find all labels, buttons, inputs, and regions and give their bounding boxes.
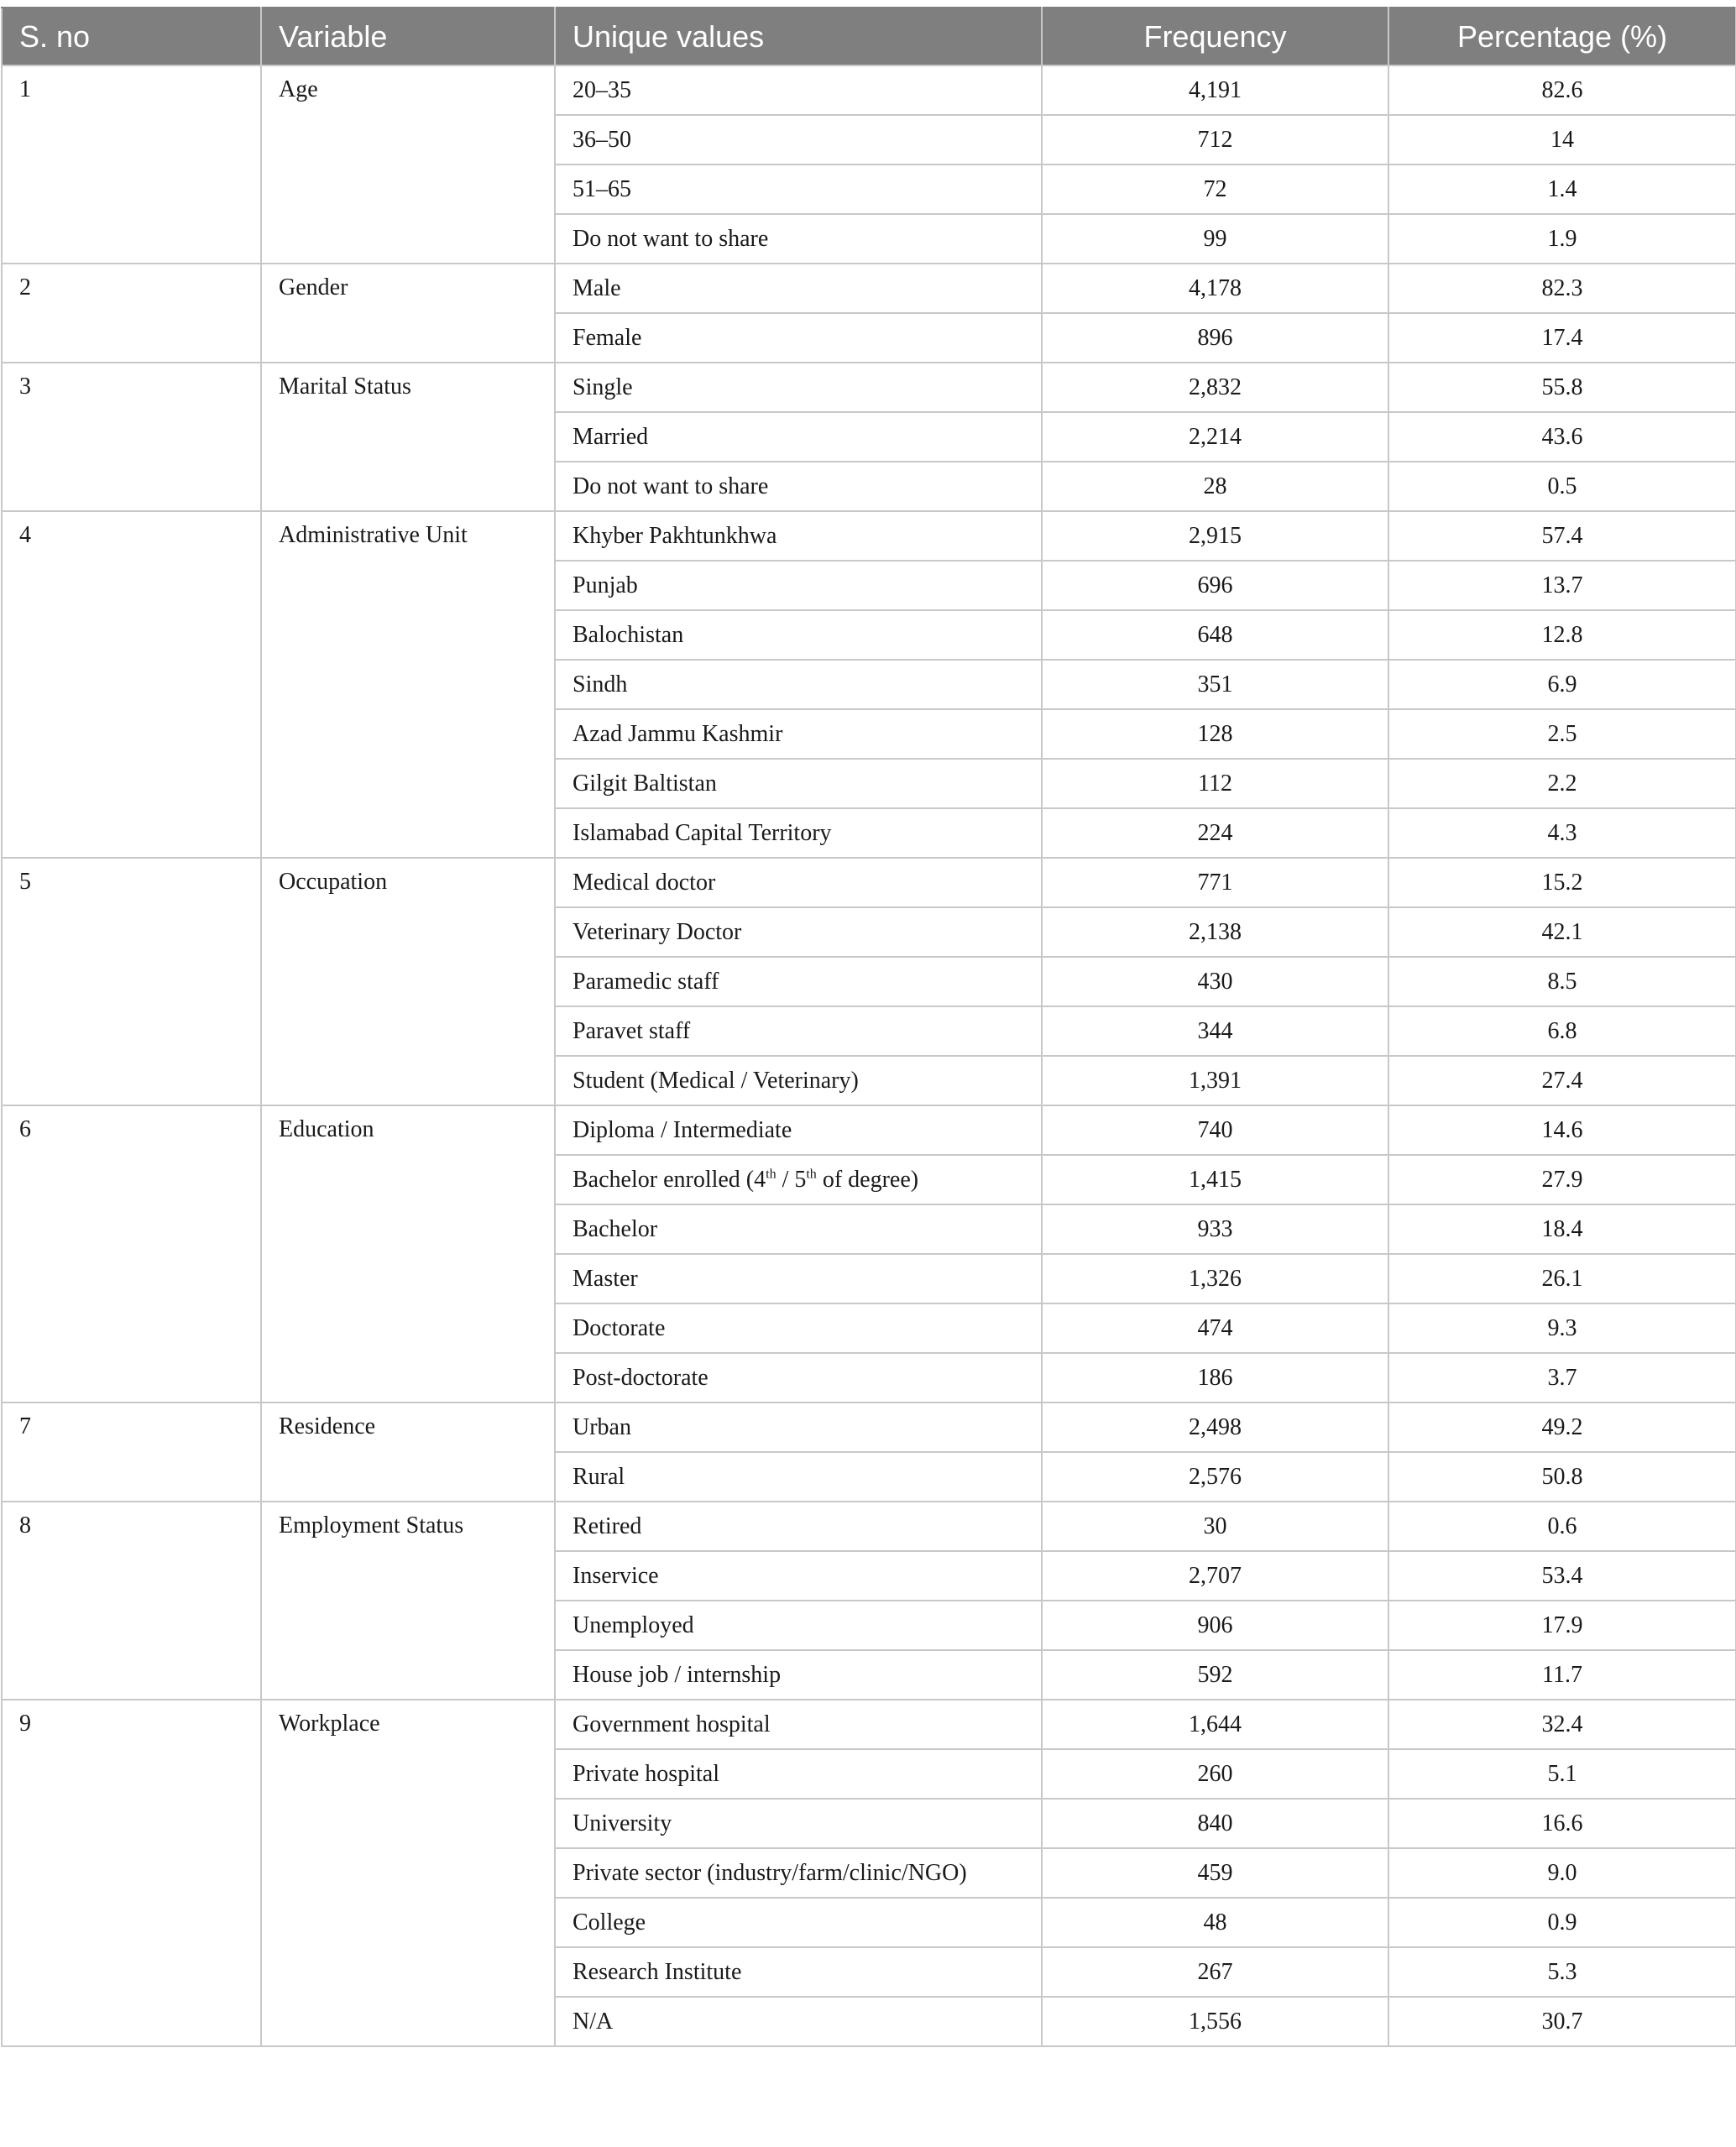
unique-value-cell: Post-doctorate [555,1353,1042,1403]
percentage-cell: 3.7 [1388,1353,1736,1403]
frequency-cell: 28 [1042,462,1388,511]
sno-cell: 3 [2,363,261,511]
table-row [2,511,1736,561]
sno-cell: 1 [2,65,261,264]
frequency-cell: 1,415 [1042,1155,1388,1204]
frequency-cell: 128 [1042,709,1388,759]
table-row [2,1403,1736,1452]
table-body [2,65,1736,2046]
percentage-cell: 82.6 [1388,65,1736,115]
percentage-cell: 27.4 [1388,1056,1736,1105]
sno-cell: 6 [2,1105,261,1403]
variable-cell: Marital Status [261,363,555,511]
percentage-cell: 13.7 [1388,561,1736,610]
percentage-cell: 32.4 [1388,1700,1736,1749]
percentage-cell: 26.1 [1388,1254,1736,1303]
variable-cell: Administrative Unit [261,511,555,858]
unique-value-cell: Rural [555,1452,1042,1502]
frequency-cell: 2,498 [1042,1403,1388,1452]
percentage-cell: 16.6 [1388,1799,1736,1848]
frequency-cell: 648 [1042,610,1388,660]
variable-cell: Gender [261,264,555,363]
unique-value-cell: Retired [555,1502,1042,1551]
percentage-cell: 50.8 [1388,1452,1736,1502]
unique-value-cell: 51–65 [555,165,1042,214]
frequency-cell: 1,326 [1042,1254,1388,1303]
percentage-cell: 82.3 [1388,264,1736,313]
percentage-cell: 6.8 [1388,1006,1736,1056]
sno-cell: 7 [2,1403,261,1502]
header-row [2,8,1736,65]
unique-value-cell: Government hospital [555,1700,1042,1749]
frequency-cell: 4,178 [1042,264,1388,313]
percentage-cell: 17.4 [1388,313,1736,363]
frequency-cell: 4,191 [1042,65,1388,115]
unique-value-cell: College [555,1898,1042,1947]
table-header [2,8,1736,65]
percentage-cell: 14 [1388,115,1736,165]
percentage-cell: 5.1 [1388,1749,1736,1799]
unique-value-cell: Master [555,1254,1042,1303]
percentage-cell: 1.9 [1388,214,1736,264]
unique-value-cell: Azad Jammu Kashmir [555,709,1042,759]
unique-value-cell: Sindh [555,660,1042,709]
header-sno: S. no [2,8,261,65]
unique-value-cell: Urban [555,1403,1042,1452]
table-row [2,858,1736,907]
unique-value-cell: Single [555,363,1042,412]
frequency-cell: 712 [1042,115,1388,165]
frequency-cell: 224 [1042,808,1388,858]
frequency-cell: 840 [1042,1799,1388,1848]
variable-cell: Occupation [261,858,555,1105]
sno-cell: 9 [2,1700,261,2046]
frequency-cell: 430 [1042,957,1388,1006]
percentage-cell: 27.9 [1388,1155,1736,1204]
unique-value-cell: Balochistan [555,610,1042,660]
unique-value-cell: Doctorate [555,1303,1042,1353]
frequency-cell: 906 [1042,1601,1388,1650]
table-row [2,1700,1736,1749]
sno-cell: 8 [2,1502,261,1700]
frequency-cell: 2,138 [1042,907,1388,957]
unique-value-cell: Student (Medical / Veterinary) [555,1056,1042,1105]
frequency-cell: 99 [1042,214,1388,264]
unique-value-cell: Do not want to share [555,214,1042,264]
variable-cell: Workplace [261,1700,555,2046]
percentage-cell: 9.3 [1388,1303,1736,1353]
frequency-cell: 267 [1042,1947,1388,1997]
frequency-cell: 48 [1042,1898,1388,1947]
unique-value-cell: Bachelor [555,1204,1042,1254]
percentage-cell: 0.9 [1388,1898,1736,1947]
percentage-cell: 1.4 [1388,165,1736,214]
ordinal-superscript: th [766,1167,776,1182]
unique-value-cell: Islamabad Capital Territory [555,808,1042,858]
value-text-part: of degree) [816,1166,919,1193]
percentage-cell: 0.6 [1388,1502,1736,1551]
percentage-cell: 53.4 [1388,1551,1736,1601]
unique-value-cell: Private sector (industry/farm/clinic/NGO) [555,1848,1042,1898]
unique-value-cell: 20–35 [555,65,1042,115]
percentage-cell: 0.5 [1388,462,1736,511]
frequency-cell: 186 [1042,1353,1388,1403]
percentage-cell: 6.9 [1388,660,1736,709]
table-row [2,1105,1736,1155]
unique-value-cell: University [555,1799,1042,1848]
frequency-cell: 2,832 [1042,363,1388,412]
unique-value-cell: Female [555,313,1042,363]
demographics-table [1,7,1736,2047]
unique-value-cell: N/A [555,1997,1042,2046]
variable-cell: Employment Status [261,1502,555,1700]
unique-value-cell: Research Institute [555,1947,1042,1997]
ordinal-superscript: th [806,1167,817,1182]
header-percentage: Percentage (%) [1388,8,1736,65]
unique-value-cell: Gilgit Baltistan [555,759,1042,808]
unique-value-cell: Paramedic staff [555,957,1042,1006]
sno-cell: 4 [2,511,261,858]
unique-value-cell: Veterinary Doctor [555,907,1042,957]
unique-value-cell [555,1155,1042,1204]
frequency-cell: 112 [1042,759,1388,808]
percentage-cell: 4.3 [1388,808,1736,858]
percentage-cell: 9.0 [1388,1848,1736,1898]
percentage-cell: 55.8 [1388,363,1736,412]
unique-value-cell: Paravet staff [555,1006,1042,1056]
percentage-cell: 18.4 [1388,1204,1736,1254]
frequency-cell: 2,707 [1042,1551,1388,1601]
percentage-cell: 42.1 [1388,907,1736,957]
frequency-cell: 592 [1042,1650,1388,1700]
percentage-cell: 14.6 [1388,1105,1736,1155]
header-frequency: Frequency [1042,8,1388,65]
unique-value-cell: Male [555,264,1042,313]
frequency-cell: 1,391 [1042,1056,1388,1105]
frequency-cell: 474 [1042,1303,1388,1353]
variable-cell: Education [261,1105,555,1403]
frequency-cell: 2,915 [1042,511,1388,561]
frequency-cell: 1,644 [1042,1700,1388,1749]
variable-cell: Residence [261,1403,555,1502]
frequency-cell: 2,576 [1042,1452,1388,1502]
frequency-cell: 2,214 [1042,412,1388,462]
frequency-cell: 459 [1042,1848,1388,1898]
percentage-cell: 43.6 [1388,412,1736,462]
frequency-cell: 771 [1042,858,1388,907]
percentage-cell: 2.2 [1388,759,1736,808]
percentage-cell: 12.8 [1388,610,1736,660]
frequency-cell: 933 [1042,1204,1388,1254]
frequency-cell: 696 [1042,561,1388,610]
value-text-part: Bachelor enrolled (4 [573,1166,766,1193]
percentage-cell: 15.2 [1388,858,1736,907]
unique-value-cell: Inservice [555,1551,1042,1601]
frequency-cell: 260 [1042,1749,1388,1799]
percentage-cell: 49.2 [1388,1403,1736,1452]
table-row [2,264,1736,313]
unique-value-cell: Private hospital [555,1749,1042,1799]
header-variable: Variable [261,8,555,65]
unique-value-cell: Medical doctor [555,858,1042,907]
frequency-cell: 1,556 [1042,1997,1388,2046]
frequency-cell: 72 [1042,165,1388,214]
frequency-cell: 740 [1042,1105,1388,1155]
percentage-cell: 8.5 [1388,957,1736,1006]
percentage-cell: 17.9 [1388,1601,1736,1650]
unique-value-cell: Married [555,412,1042,462]
value-text-part: / 5 [776,1166,807,1193]
percentage-cell: 2.5 [1388,709,1736,759]
variable-cell: Age [261,65,555,264]
frequency-cell: 30 [1042,1502,1388,1551]
percentage-cell: 30.7 [1388,1997,1736,2046]
table-row [2,363,1736,412]
sno-cell: 5 [2,858,261,1105]
unique-value-cell: Unemployed [555,1601,1042,1650]
unique-value-cell: House job / internship [555,1650,1042,1700]
percentage-cell: 5.3 [1388,1947,1736,1997]
unique-value-cell: Do not want to share [555,462,1042,511]
frequency-cell: 896 [1042,313,1388,363]
unique-value-cell: 36–50 [555,115,1042,165]
frequency-cell: 344 [1042,1006,1388,1056]
unique-value-cell: Diploma / Intermediate [555,1105,1042,1155]
header-unique-values: Unique values [555,8,1042,65]
table-row [2,65,1736,115]
sno-cell: 2 [2,264,261,363]
table-row [2,1502,1736,1551]
unique-value-cell: Khyber Pakhtunkhwa [555,511,1042,561]
percentage-cell: 11.7 [1388,1650,1736,1700]
percentage-cell: 57.4 [1388,511,1736,561]
unique-value-cell: Punjab [555,561,1042,610]
frequency-cell: 351 [1042,660,1388,709]
